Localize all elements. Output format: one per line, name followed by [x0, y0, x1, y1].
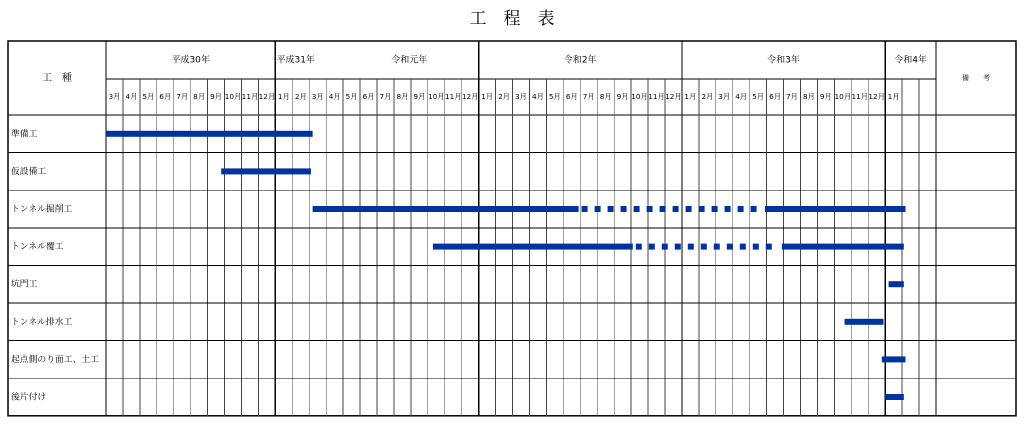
month-label: 12月 [258, 92, 276, 101]
era-label: 令和3年 [767, 55, 800, 66]
month-label: 6月 [362, 92, 375, 101]
month-label: 7月 [582, 92, 595, 101]
month-label: 4月 [328, 92, 341, 101]
schedule-bar [885, 394, 904, 400]
month-label: 9月 [819, 92, 832, 101]
era-label: 令和4年 [894, 55, 927, 66]
month-label: 2月 [294, 92, 307, 101]
schedule-bar [313, 206, 579, 212]
schedule-bar [782, 244, 904, 250]
task-label: トンネル掘削工 [11, 204, 73, 215]
month-label: 11月 [444, 92, 462, 101]
month-label: 1月 [277, 92, 290, 101]
month-label: 2月 [701, 92, 714, 101]
month-label: 8月 [193, 92, 206, 101]
era-label: 令和2年 [563, 55, 597, 66]
month-label: 3月 [311, 92, 324, 101]
month-label: 10月 [631, 92, 648, 101]
month-label: 5月 [345, 92, 358, 101]
month-label: 12月 [461, 92, 479, 101]
schedule-bar [765, 206, 906, 212]
month-label: 4月 [531, 92, 544, 101]
month-label: 2月 [498, 92, 511, 101]
schedule-bar [889, 281, 904, 287]
schedule-bar [433, 244, 633, 250]
month-label: 11月 [851, 92, 869, 101]
month-label: 10月 [428, 92, 445, 101]
task-label: 準備工 [11, 129, 38, 140]
month-label: 3月 [515, 92, 527, 101]
month-label: 7月 [379, 92, 392, 101]
month-label: 8月 [396, 92, 409, 101]
month-label: 4月 [125, 92, 138, 101]
month-label: 5月 [752, 92, 765, 101]
month-label: 6月 [769, 92, 782, 101]
month-label: 12月 [665, 92, 682, 101]
month-label: 5月 [548, 92, 561, 101]
month-label: 10月 [834, 92, 852, 101]
schedule-bar [845, 319, 884, 325]
month-label: 7月 [786, 92, 798, 101]
month-label: 5月 [142, 92, 155, 101]
work-type-header: 工 種 [42, 73, 72, 84]
month-label: 8月 [599, 92, 612, 101]
month-label: 10月 [224, 92, 242, 101]
task-label: 仮設備工 [11, 166, 47, 177]
page-title: 工 程 表 [469, 9, 555, 29]
task-label: トンネル覆工 [11, 242, 64, 253]
month-label: 8月 [802, 92, 815, 101]
task-label: 後片付け [11, 392, 47, 403]
remarks-header: 備 考 [962, 74, 990, 82]
month-label: 4月 [735, 92, 748, 101]
month-label: 9月 [616, 92, 629, 101]
era-label: 平成31年 [276, 55, 315, 66]
month-label: 9月 [210, 92, 223, 101]
era-label: 平成30年 [171, 55, 210, 66]
month-label: 9月 [413, 92, 426, 101]
schedule-bar [106, 131, 313, 137]
month-label: 11月 [648, 92, 665, 101]
month-label: 6月 [565, 92, 578, 101]
month-label: 12月 [868, 92, 886, 101]
month-label: 1月 [684, 92, 697, 101]
month-label: 11月 [241, 92, 259, 101]
month-label: 1月 [887, 92, 900, 101]
month-label: 3月 [718, 92, 731, 101]
month-label: 3月 [108, 92, 121, 101]
month-label: 7月 [176, 92, 189, 101]
task-label: 坑門工 [11, 279, 38, 290]
schedule-bar [221, 168, 311, 174]
schedule-bar [882, 356, 906, 362]
era-label: 令和元年 [391, 55, 428, 66]
task-label: 起点側のり面工、土工 [11, 354, 99, 365]
month-label: 6月 [159, 92, 172, 101]
month-label: 1月 [481, 92, 494, 101]
task-label: トンネル排水工 [11, 317, 73, 328]
